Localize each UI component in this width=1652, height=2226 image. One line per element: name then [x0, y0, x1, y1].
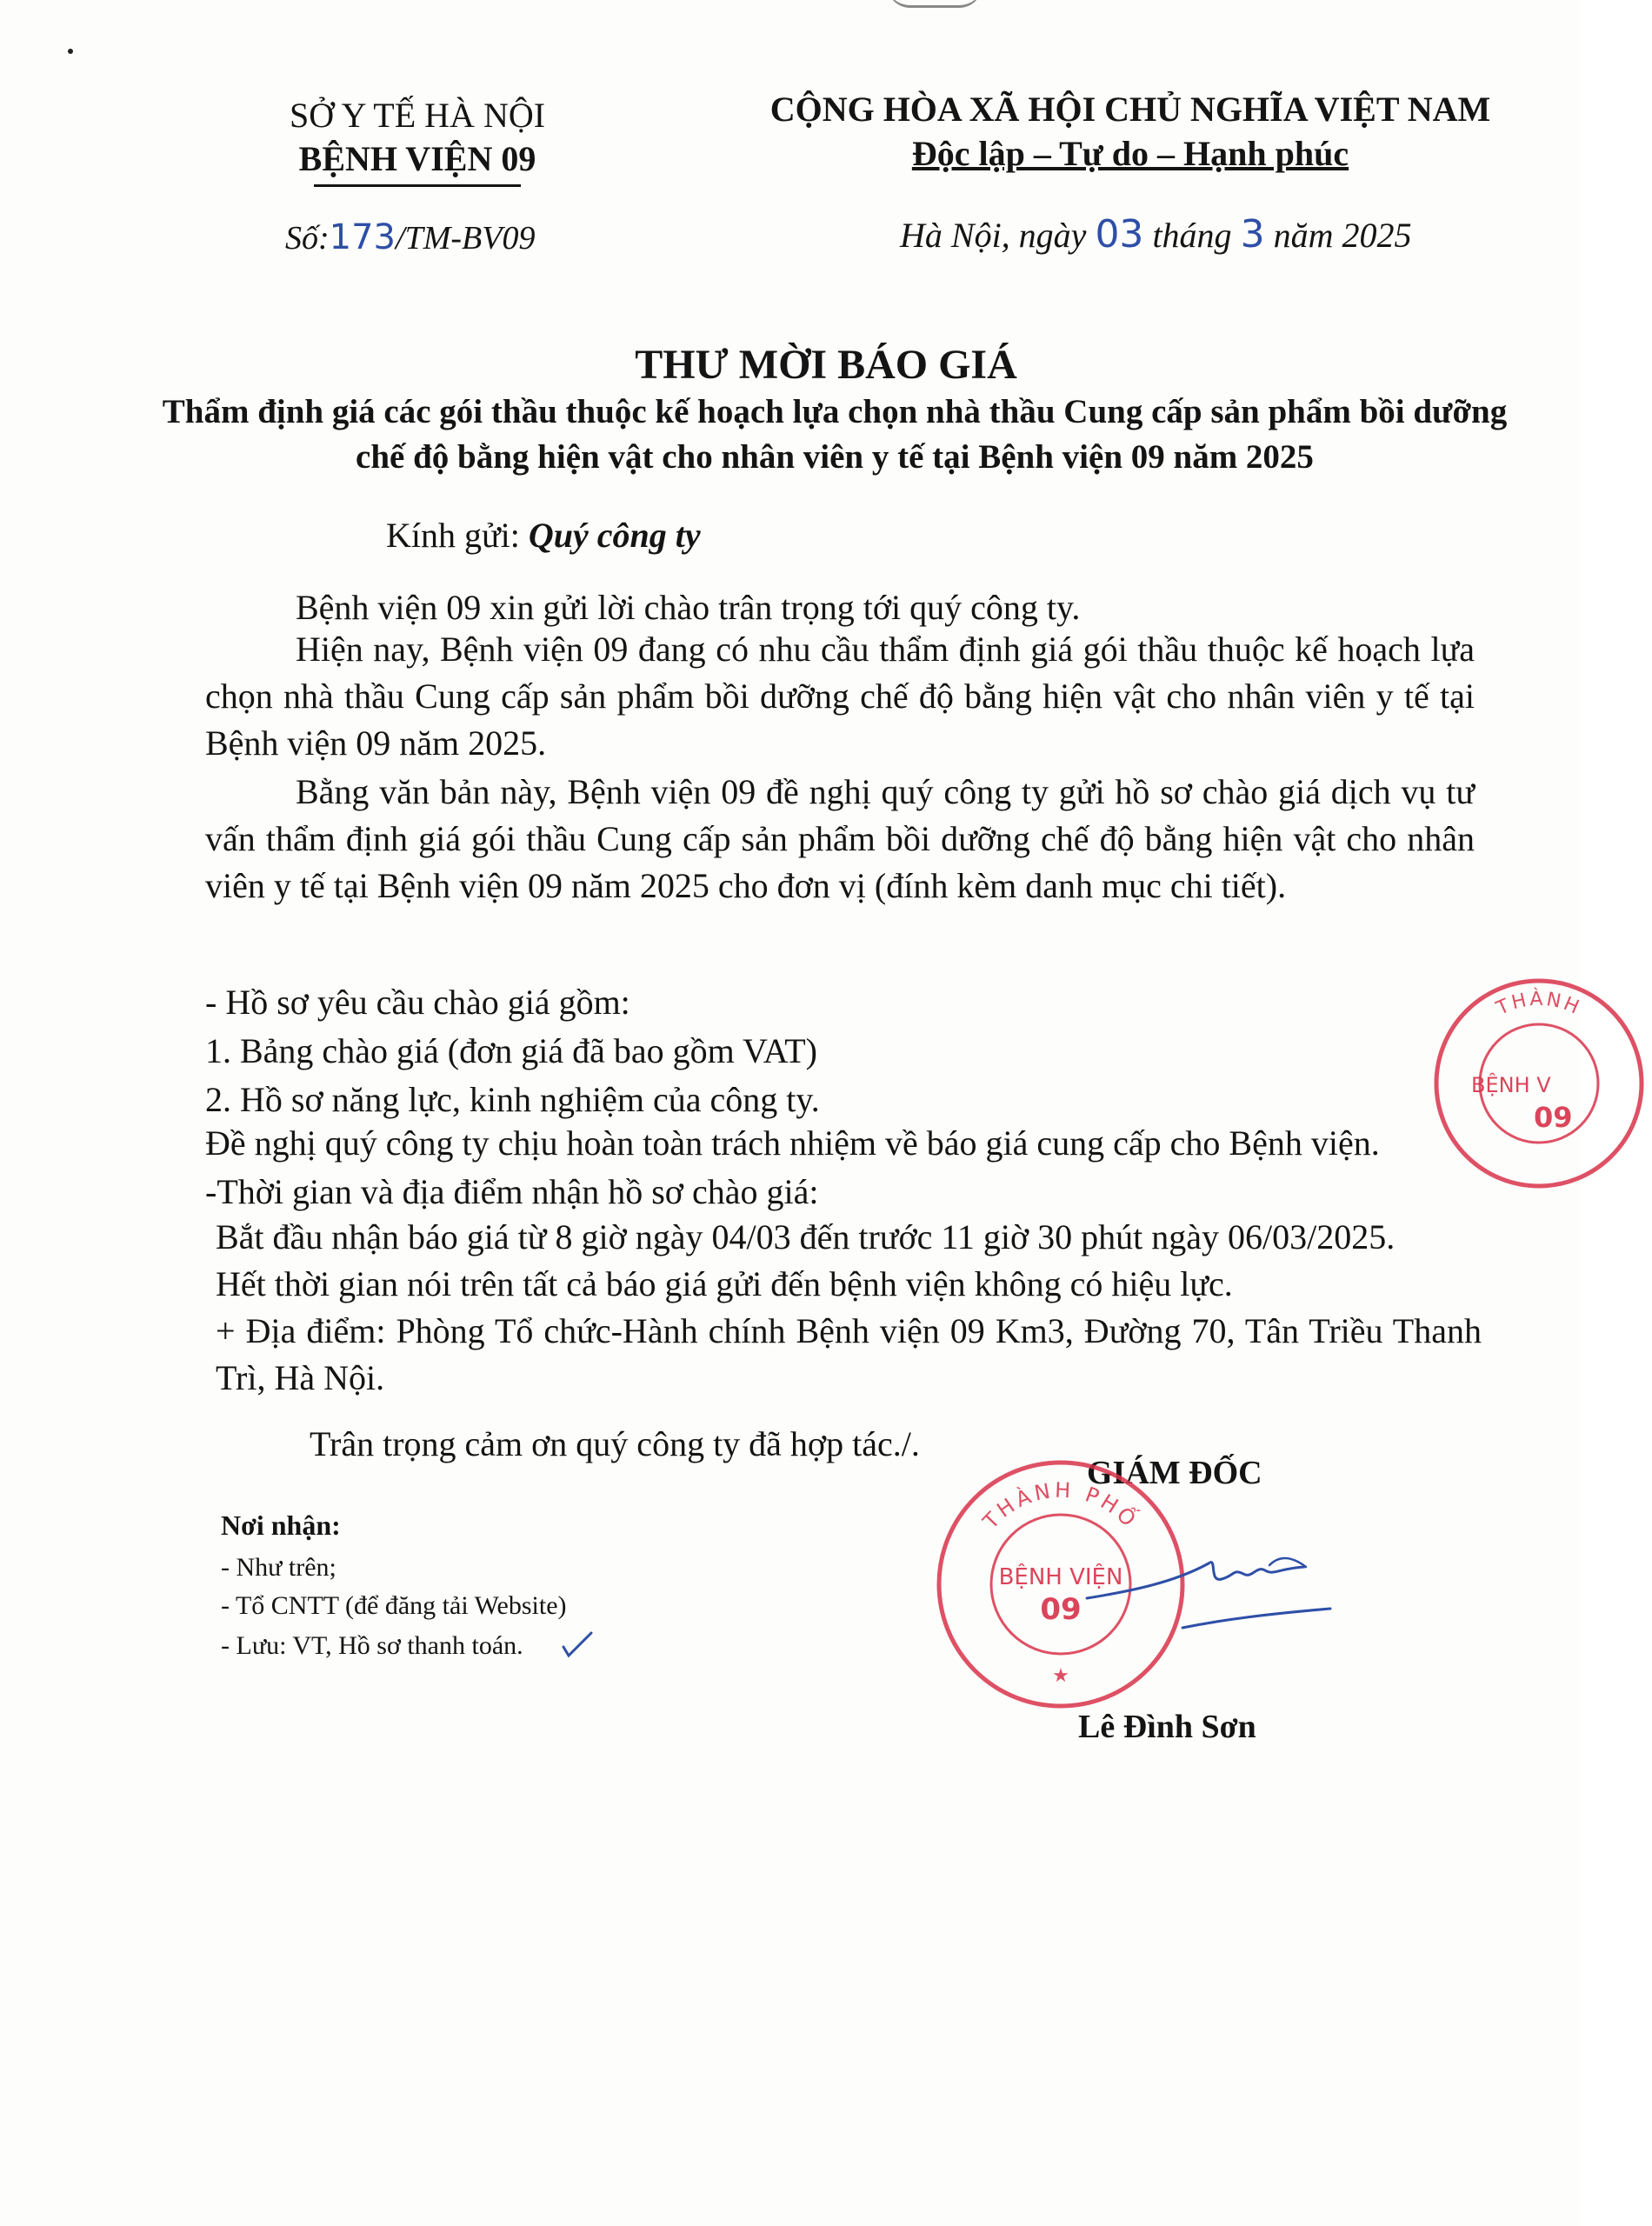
scan-speck	[68, 49, 73, 54]
signer-name: Lê Đình Sơn	[1078, 1709, 1256, 1745]
paragraph-request: Bằng văn bản này, Bệnh viện 09 đề nghị quý công ty gửi hồ sơ chào giá dịch vụ tư vấn thẩm định giá gói thầu Cung cấp sản phẩm bồi dưỡng chế độ bằng hiện vật cho nhân viên y tế tại Bệnh viện 09 năm 2025 cho đơn vị (đính kèm danh mục chi tiết).	[205, 772, 1475, 905]
stamp-star-icon: ★	[1052, 1665, 1069, 1687]
issuer-block	[261, 94, 574, 187]
document-number-suffix: /TM-BV09	[396, 220, 536, 257]
scan-mark	[887, 0, 983, 8]
requirements-title: - Hồ sơ yêu cầu chào giá gồm:	[205, 983, 630, 1022]
date-month-label: tháng	[1152, 216, 1232, 255]
document-number	[285, 217, 535, 257]
edge-stamp	[1426, 970, 1652, 1196]
date-prefix: Hà Nội, ngày	[900, 216, 1087, 255]
greeting	[386, 515, 701, 556]
closing-thanks: Trân trọng cảm ơn quý công ty đã hợp tác./.	[310, 1424, 920, 1463]
requirement-item: 2. Hồ sơ năng lực, kinh nghiệm của công ty.	[205, 1080, 820, 1119]
stamp-inner-line1: BỆNH VIỆN	[998, 1564, 1123, 1590]
document-number-prefix: Số:	[285, 220, 330, 257]
recipient-item: - Như trên;	[221, 1553, 336, 1582]
stamp-inner-line2: 09	[1040, 1592, 1082, 1627]
requirement-item: 1. Bảng chào giá (đơn giá đã bao gồm VAT)	[205, 1031, 817, 1070]
document-date	[900, 212, 1411, 257]
greeting-label: Kính gửi:	[386, 516, 520, 555]
edge-stamp-ring-text: THÀNH	[1493, 988, 1585, 1020]
responsibility-note: Đề nghị quý công ty chịu hoàn toàn trách nhiệm về báo giá cung cấp cho Bệnh viện.	[205, 1123, 1380, 1163]
document-number-handwritten: 173	[329, 217, 396, 257]
issuer-department: SỞ Y TẾ HÀ NỘI	[289, 96, 546, 135]
date-month-handwritten: 3	[1240, 212, 1265, 257]
recipient-item: - Lưu: VT, Hồ sơ thanh toán.	[221, 1631, 523, 1660]
recipients-title: Nơi nhận:	[221, 1510, 341, 1541]
national-motto: Độc lập – Tự do – Hạnh phúc	[911, 134, 1349, 173]
checkmark-icon	[560, 1626, 595, 1661]
location-note: + Địa điểm: Phòng Tổ chức-Hành chính Bệnh viện 09 Km3, Đường 70, Tân Triều Thanh Trì, Hà Nội.	[216, 1311, 1482, 1397]
national-motto-block	[748, 87, 1513, 176]
signer-role: GIÁM ĐỐC	[1087, 1455, 1262, 1491]
issuer-underline	[314, 184, 521, 187]
stamp-ring-text: THÀNH PHỐ	[978, 1477, 1143, 1534]
expiry-note: Hết thời gian nói trên tất cả báo giá gửi đến bệnh viện không có hiệu lực.	[216, 1264, 1233, 1303]
svg-text:THÀNH PHỐ	[978, 1478, 1146, 1535]
document-subtitle: Thẩm định giá các gói thầu thuộc kế hoạch lựa chọn nhà thầu Cung cấp sản phẩm bồi dưỡng chế độ bằng hiện vật cho nhân viên y tế tại Bệnh viện 09 năm 2025	[162, 393, 1508, 476]
issuer-name: BỆNH VIỆN 09	[298, 139, 536, 178]
paragraph-greeting: Bệnh viện 09 xin gửi lời chào trân trọng tới quý công ty.	[296, 588, 1081, 627]
svg-text:THÀNH	[1493, 988, 1585, 1020]
national-title: CỘNG HÒA XÃ HỘI CHỦ NGHĨA VIỆT NAM	[769, 90, 1491, 129]
handwritten-signature	[1078, 1530, 1339, 1652]
edge-stamp-line2: 09	[1534, 1101, 1573, 1134]
recipient-item: - Tổ CNTT (để đăng tải Website)	[221, 1591, 567, 1620]
time-place-title: -Thời gian và địa điểm nhận hồ sơ chào giá:	[205, 1172, 819, 1211]
paragraph-need: Hiện nay, Bệnh viện 09 đang có nhu cầu thẩm định giá gói thầu thuộc kế hoạch lựa chọn nhà thầu Cung cấp sản phẩm bồi dưỡng chế độ bằng hiện vật cho nhân viên y tế tại Bệnh viện 09 năm 2025.	[205, 630, 1475, 763]
greeting-recipient: Quý công ty	[528, 516, 701, 555]
time-detail: Bắt đầu nhận báo giá từ 8 giờ ngày 04/03 đến trước 11 giờ 30 phút ngày 06/03/2025.	[216, 1217, 1396, 1256]
edge-stamp-line1: BỆNH V	[1471, 1073, 1551, 1097]
date-day-handwritten: 03	[1095, 212, 1144, 257]
document-title: THƯ MỜI BÁO GIÁ	[635, 342, 1017, 388]
date-year: năm 2025	[1273, 216, 1412, 255]
